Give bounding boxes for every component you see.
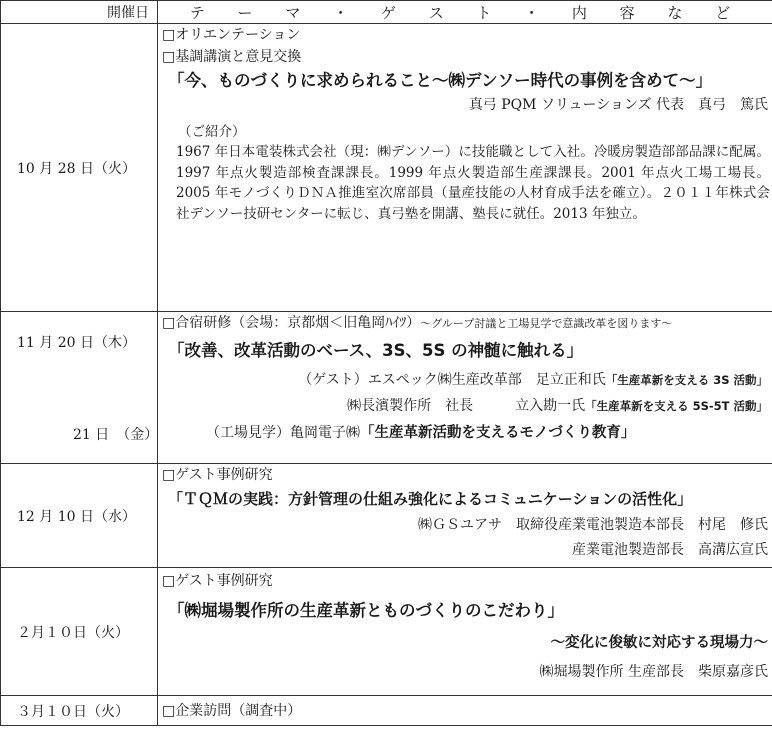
session-subtitle-4: ～変化に俊敏に対応する現場力～ [550, 635, 768, 651]
header-row [1, 1, 772, 24]
item-guest-case-1: □ゲスト事例研究 [162, 467, 273, 483]
session-row-1 [1, 24, 772, 312]
intro-label: （ご紹介） [178, 124, 246, 140]
session-title-2: 「改善、改革活動のベース、3S、5S の神髄に触れる」 [168, 341, 584, 360]
item-keynote: □基調講演と意見交換 [162, 49, 302, 65]
session-body-3 [158, 464, 772, 568]
speaker-3b: 産業電池製造部長 高溝広宣氏 [572, 542, 768, 558]
session-body-5 [158, 696, 772, 726]
session-body-4 [158, 568, 772, 696]
session-body-1 [158, 24, 772, 312]
session-row-3 [1, 464, 772, 568]
session-date-4: ２月１０日（火） [1, 568, 158, 696]
session-body-2 [158, 312, 772, 464]
factory-visit [158, 419, 772, 447]
item-company-visit: □企業訪問（調査中） [162, 702, 302, 719]
speaker-4: ㈱堀場製作所 生産部長 柴原嘉彦氏 [539, 664, 768, 680]
guest-1 [158, 367, 772, 393]
guest-1-topic: 「生産革新を支える 3S 活動」 [605, 373, 768, 387]
session-date-2a: 11 月 20 日（木） [17, 335, 136, 351]
item-orientation: □オリエンテーション [162, 27, 301, 43]
guest-2-topic: 「生産革新を支える 5S-5T 活動」 [585, 399, 768, 413]
header-date: 開催日 [1, 1, 158, 24]
intro-text: 1967 年日本電装株式会社（現：㈱デンソー）に技能職として入社。冷暖房製造部部品課に配属。1997 年点火製造部検査課課長。1999 年点火製造部生産課課長。2001 年点火工場工場長。2005 年モノづくりＤＮＡ推進室次席部員（量産技能の人材育成手法を確立）。２０１１年株式会社デンソー技研センターに転じ、真弓塾を開講、塾長に就任。2013 年独立。 [176, 144, 770, 222]
session-title-1: 「今、ものづくりに求められること～㈱デンソー時代の事例を含めて～」 [168, 71, 713, 90]
session-row-5 [1, 696, 772, 726]
item-camp [158, 312, 772, 335]
item-camp-note: ～グループ討議と工場見学で意識改革を図ります～ [420, 317, 673, 330]
session-date-2b: 21 日 （金） [73, 427, 159, 443]
session-date-2 [1, 312, 158, 464]
session-title-4: 「㈱堀場製作所の生産革新とものづくりのこだわり」 [168, 601, 564, 620]
session-date-5: ３月１０日（火） [1, 696, 158, 726]
session-date-3: 12 月 10 日（水） [1, 464, 158, 568]
guest-2 [158, 393, 772, 419]
session-row-2 [1, 312, 772, 464]
guest-2-name: ㈱長濱製作所 社長 立入勘一氏 [347, 398, 586, 414]
session-date-1: 10 月 28 日（火） [1, 24, 158, 312]
header-theme: テ ー マ ・ ゲ ス ト ・ 内 容 な ど [158, 1, 772, 24]
visit-label: （工場見学）亀岡電子㈱ [206, 425, 360, 441]
item-camp-label: □合宿研修（会場：京都烟＜旧亀岡ﾊｲﾂ） [162, 315, 421, 331]
session-title-3: 「ＴＱＭの実践：方針管理の仕組み強化によるコミュニケーションの活性化」 [168, 490, 693, 508]
item-guest-case-2: □ゲスト事例研究 [162, 573, 273, 589]
speaker-1: 真弓 PQM ソリューションズ 代表 真弓 篤氏 [468, 97, 768, 113]
guest-1-name: （ゲスト）エスペック㈱生産改革部 足立正和氏 [298, 372, 606, 388]
speaker-3a: ㈱ＧＳユアサ 取締役産業電池製造本部長 村尾 修氏 [418, 517, 768, 533]
visit-topic: 「生産革新活動を支えるモノづくり教育」 [360, 425, 636, 441]
session-row-4 [1, 568, 772, 696]
